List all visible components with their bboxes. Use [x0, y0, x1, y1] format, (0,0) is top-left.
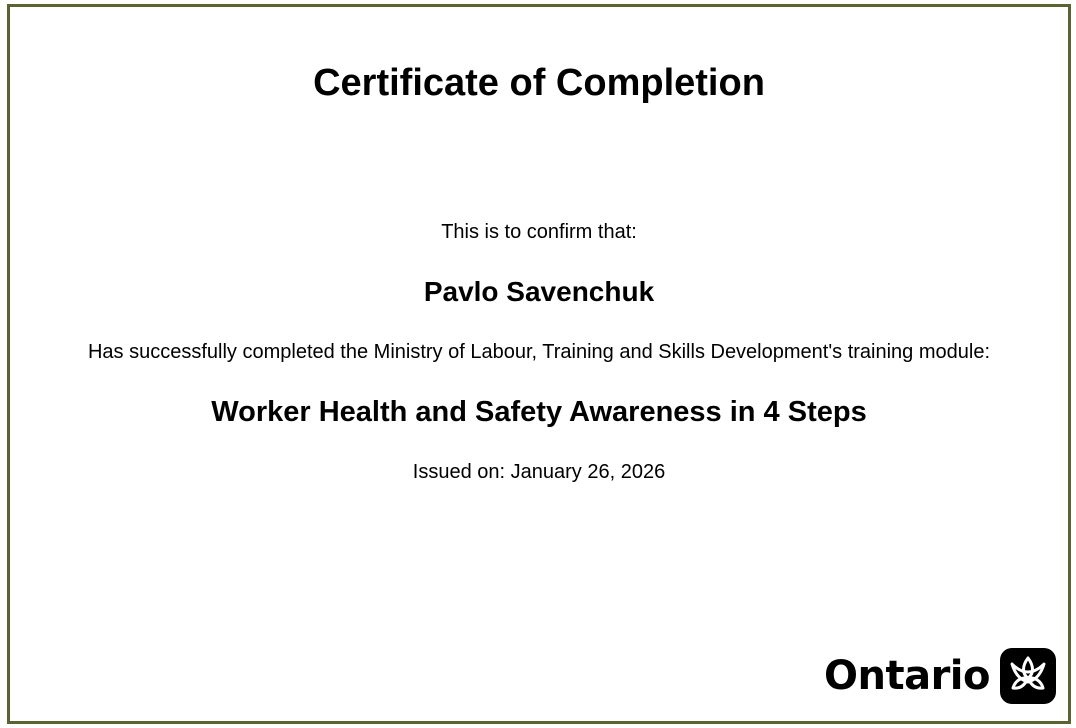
ontario-logo	[824, 648, 1056, 704]
ontario-wordmark: Ontario	[823, 653, 990, 699]
trillium-icon	[1000, 648, 1056, 704]
module-title: Worker Health and Safety Awareness in 4 Steps	[211, 396, 867, 428]
certificate	[7, 4, 1071, 724]
confirm-text: This is to confirm that:	[441, 221, 637, 243]
certificate-title: Certificate of Completion	[313, 62, 765, 104]
recipient-name: Pavlo Savenchuk	[423, 276, 655, 307]
completion-text: Has successfully completed the Ministry of Labour, Training and Skills Development's training module:	[87, 341, 991, 363]
issued-date: Issued on: January 26, 2026	[412, 461, 666, 483]
